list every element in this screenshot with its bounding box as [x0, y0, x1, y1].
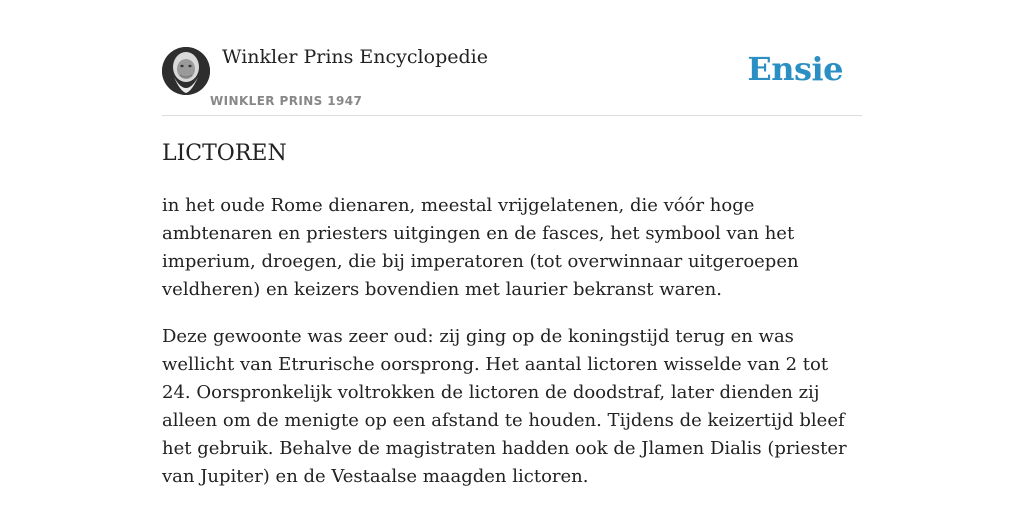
author-avatar[interactable] — [162, 47, 210, 95]
page-container — [162, 0, 862, 487]
portrait-icon — [162, 47, 210, 95]
source-title[interactable]: Winkler Prins Encyclopedie — [222, 46, 488, 68]
ensie-logo-link[interactable]: Ensie — [747, 50, 843, 88]
entry-title: LICTOREN — [162, 141, 287, 166]
article-header — [162, 0, 862, 116]
source-subtitle: WINKLER PRINS 1947 — [210, 94, 363, 108]
body-paragraph-2: Deze gewoonte was zeer oud: zij ging op de koningstijd terug en was wellicht van Etrurische oorsprong. Het aantal lictoren wisselde van 2 tot 24. Oorspronkelijk voltrokken de lictoren de doodstraf, later dienden zij alleen om de menigte op een afstand te houden. Tijdens de keizertijd bleef het gebruik. Behalve de magistraten hadden ook de Jlamen Dialis (priester van Jupiter) en de Vestaalse maagden lictoren. — [162, 326, 847, 487]
body-paragraph-1: in het oude Rome dienaren, meestal vrijgelatenen, die vóór hoge ambtenaren en priesters uitgingen en de fasces, het symbool van het imperium, droegen, die bij imperatoren (tot overwinnaar uitgeroepen veldheren) en keizers bovendien met laurier bekranst waren. — [162, 195, 799, 300]
